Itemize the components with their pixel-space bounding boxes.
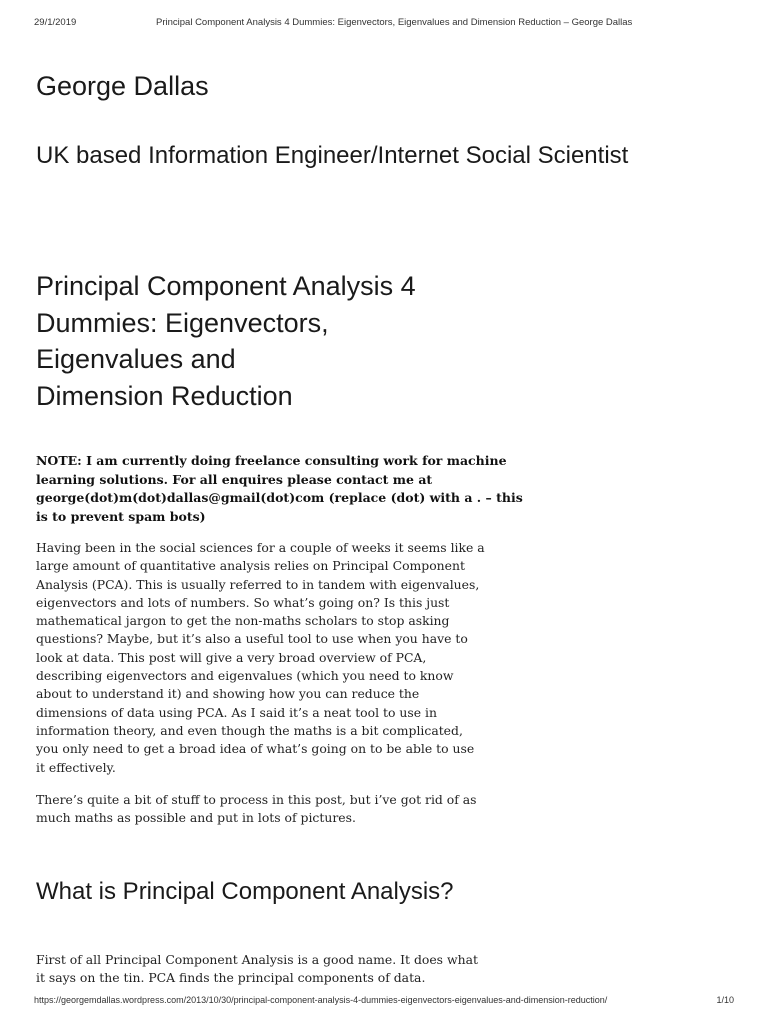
note-line: george(dot)m(dot)dallas@gmail(dot)com (replace (dot) with a . – this xyxy=(36,490,523,505)
paragraph-line: describing eigenvectors and eigenvalues (which you need to know xyxy=(36,668,454,684)
paragraph-line: much maths as possible and put in lots of pictures. xyxy=(36,810,356,826)
paragraph-line: it says on the tin. PCA finds the principal components of data. xyxy=(36,970,426,986)
paragraph-line: There’s quite a bit of stuff to process in this post, but i’ve got rid of as xyxy=(36,792,477,807)
paragraph-line: Having been in the social sciences for a couple of weeks it seems like a xyxy=(36,540,485,555)
paragraph-line: you only need to get a broad idea of what’s going on to be able to use xyxy=(36,741,475,757)
intro-paragraph xyxy=(36,539,526,777)
consulting-note xyxy=(36,452,526,526)
print-footer xyxy=(34,995,734,1009)
overview-paragraph xyxy=(36,791,526,828)
paragraph-line: First of all Principal Component Analysis is a good name. It does what xyxy=(36,952,478,967)
print-date: 29/1/2019 xyxy=(34,17,77,28)
page-number: 1/10 xyxy=(716,995,734,1005)
paragraph-line: about to understand it) and showing how you can reduce the xyxy=(36,686,420,702)
post-title-line: Principal Component Analysis 4 xyxy=(36,271,416,301)
paragraph-line: it effectively. xyxy=(36,759,116,775)
post-title-line: Eigenvalues and xyxy=(36,344,236,374)
paragraph-line: Analysis (PCA). This is usually referred to in tandem with eigenvalues, xyxy=(36,576,480,592)
print-page-title: Principal Component Analysis 4 Dummies: Eigenvectors, Eigenvalues and Dimension Reduction – George Dallas xyxy=(156,17,633,28)
note-line: NOTE: I am currently doing freelance consulting work for machine xyxy=(36,453,507,468)
paragraph-line: questions? Maybe, but it’s also a useful tool to use when you have to xyxy=(36,631,468,647)
note-line: is to prevent spam bots) xyxy=(36,508,206,524)
paragraph-line: information theory, and even though the maths is a bit complicated, xyxy=(36,722,463,738)
site-title[interactable]: George Dallas xyxy=(36,71,209,101)
definition-paragraph xyxy=(36,951,526,988)
paragraph-line: mathematical jargon to get the non-maths scholars to stop asking xyxy=(36,613,450,629)
post-title[interactable] xyxy=(36,268,516,414)
site-tagline: UK based Information Engineer/Internet Social Scientist xyxy=(36,142,629,169)
section-heading: What is Principal Component Analysis? xyxy=(36,878,454,905)
print-header xyxy=(34,17,734,31)
paragraph-line: large amount of quantitative analysis relies on Principal Component xyxy=(36,558,465,574)
page-url: https://georgemdallas.wordpress.com/2013/10/30/principal-component-analysis-4-dummies-eigenvectors-eigenvalues-and-dimension-reduction/ xyxy=(34,995,608,1005)
paragraph-line: dimensions of data using PCA. As I said it’s a neat tool to use in xyxy=(36,704,437,720)
paragraph-line: look at data. This post will give a very broad overview of PCA, xyxy=(36,649,427,665)
post-title-line: Dummies: Eigenvectors, xyxy=(36,307,329,338)
post-title-line: Dimension Reduction xyxy=(36,380,293,411)
note-line: learning solutions. For all enquires please contact me at xyxy=(36,471,433,487)
paragraph-line: eigenvectors and lots of numbers. So what’s going on? Is this just xyxy=(36,594,450,610)
